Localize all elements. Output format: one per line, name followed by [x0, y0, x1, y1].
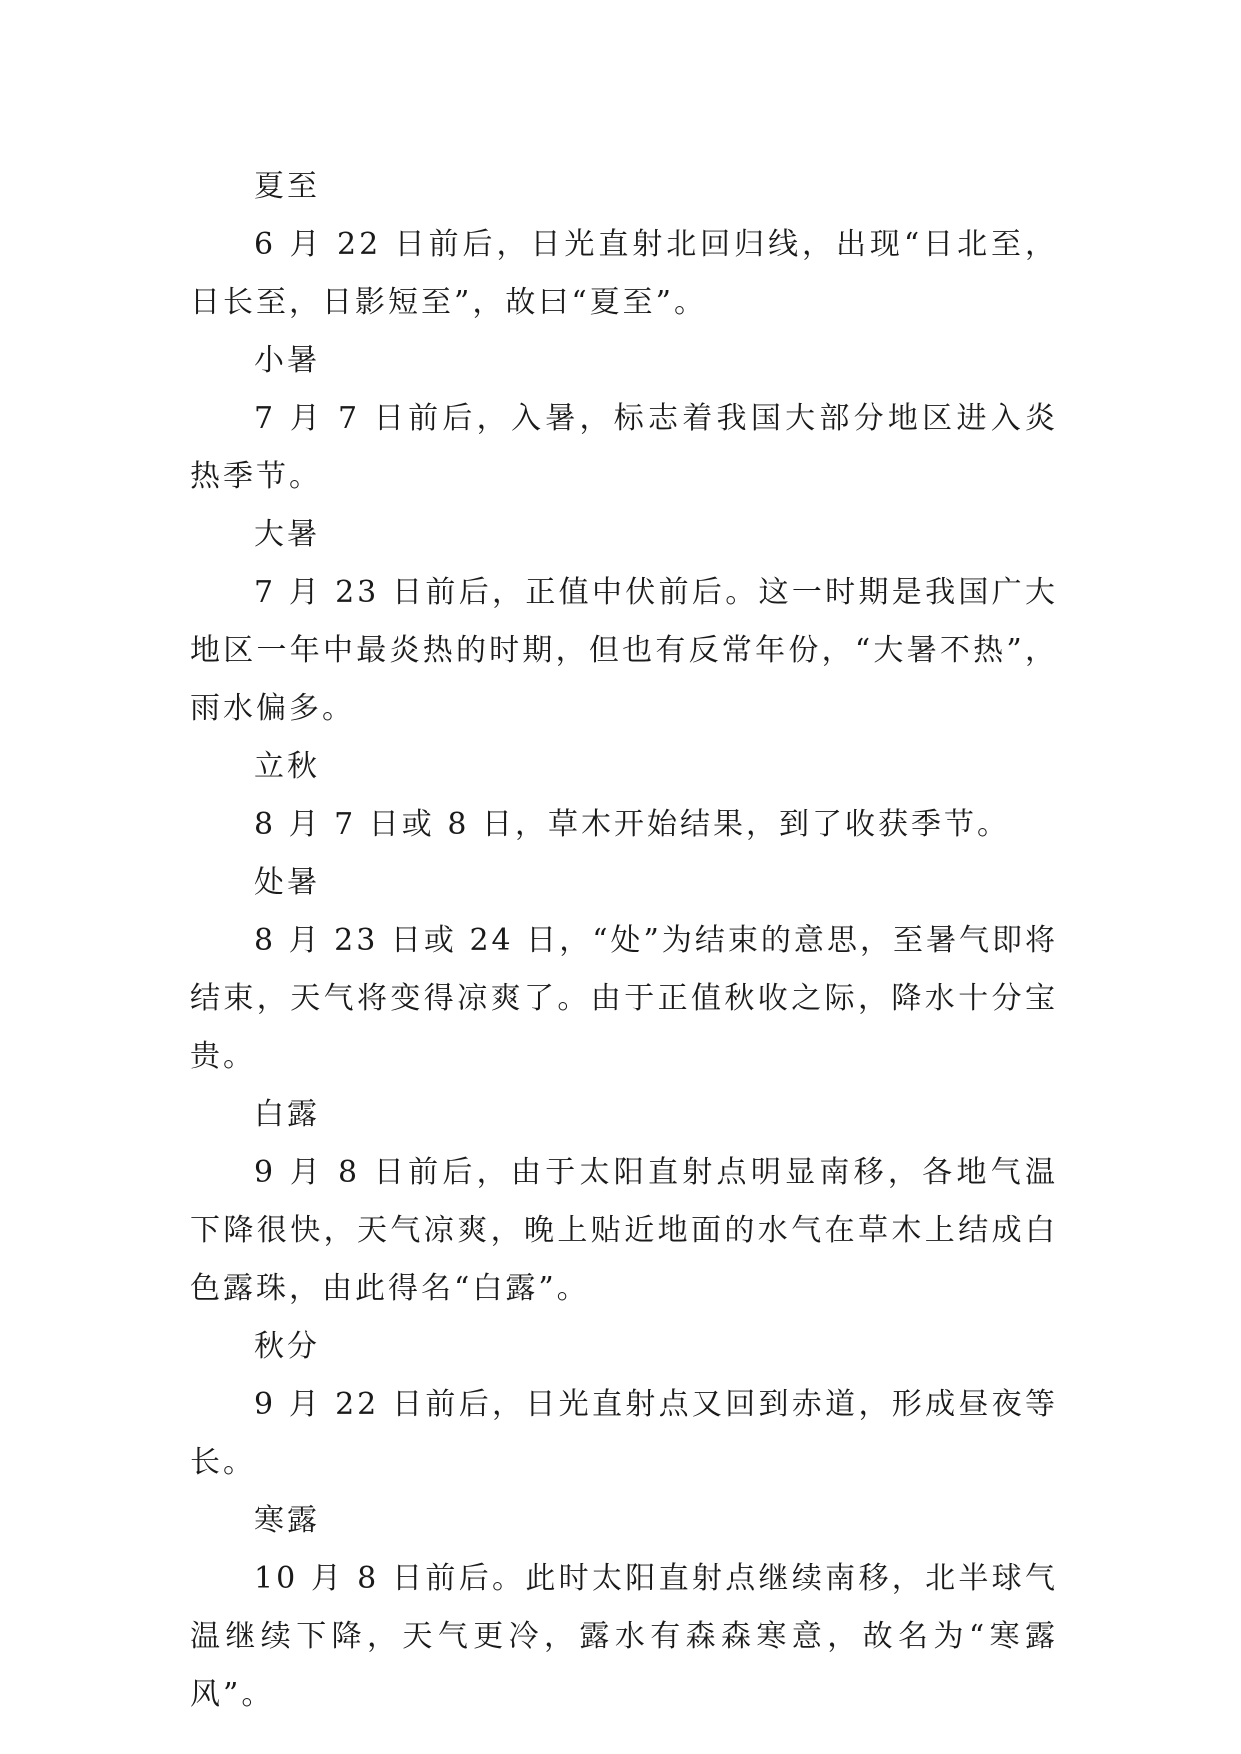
section-xiaoshu — [190, 332, 1058, 506]
document-body — [190, 158, 1058, 1724]
section-text: 8 月 23 日或 24 日，“处”为结束的意思，至暑气即将结束，天气将变得凉爽了。由于正值秋收之际，降水十分宝贵。 — [190, 923, 1058, 1074]
section-title: 立秋 — [254, 749, 320, 784]
section-chushu — [190, 854, 1058, 1086]
section-title: 白露 — [254, 1097, 320, 1132]
section-title: 秋分 — [254, 1329, 320, 1364]
section-title: 夏至 — [254, 169, 320, 204]
section-bailu — [190, 1086, 1058, 1318]
section-xiazhi — [190, 158, 1058, 332]
section-hanlu — [190, 1492, 1058, 1724]
section-text: 8 月 7 日或 8 日，草木开始结果，到了收获季节。 — [254, 807, 1010, 842]
section-dashu — [190, 506, 1058, 738]
section-text: 6 月 22 日前后，日光直射北回归线，出现“日北至，日长至，日影短至”，故曰“夏至”。 — [190, 227, 1058, 320]
section-text: 10 月 8 日前后。此时太阳直射点继续南移，北半球气温继续下降，天气更冷，露水有森森寒意，故名为“寒露风”。 — [190, 1561, 1058, 1712]
section-title: 处暑 — [254, 865, 320, 900]
section-text: 9 月 22 日前后，日光直射点又回到赤道，形成昼夜等长。 — [190, 1387, 1058, 1480]
section-text: 9 月 8 日前后，由于太阳直射点明显南移，各地气温下降很快，天气凉爽，晚上贴近地面的水气在草木上结成白色露珠，由此得名“白露”。 — [190, 1155, 1058, 1306]
section-title: 小暑 — [254, 343, 320, 378]
section-liqiu — [190, 738, 1058, 854]
section-text: 7 月 7 日前后，入暑，标志着我国大部分地区进入炎热季节。 — [190, 401, 1058, 494]
section-title: 寒露 — [254, 1503, 320, 1538]
section-text: 7 月 23 日前后，正值中伏前后。这一时期是我国广大地区一年中最炎热的时期，但也有反常年份，“大暑不热”，雨水偏多。 — [190, 575, 1058, 726]
section-qiufen — [190, 1318, 1058, 1492]
section-title: 大暑 — [254, 517, 320, 552]
